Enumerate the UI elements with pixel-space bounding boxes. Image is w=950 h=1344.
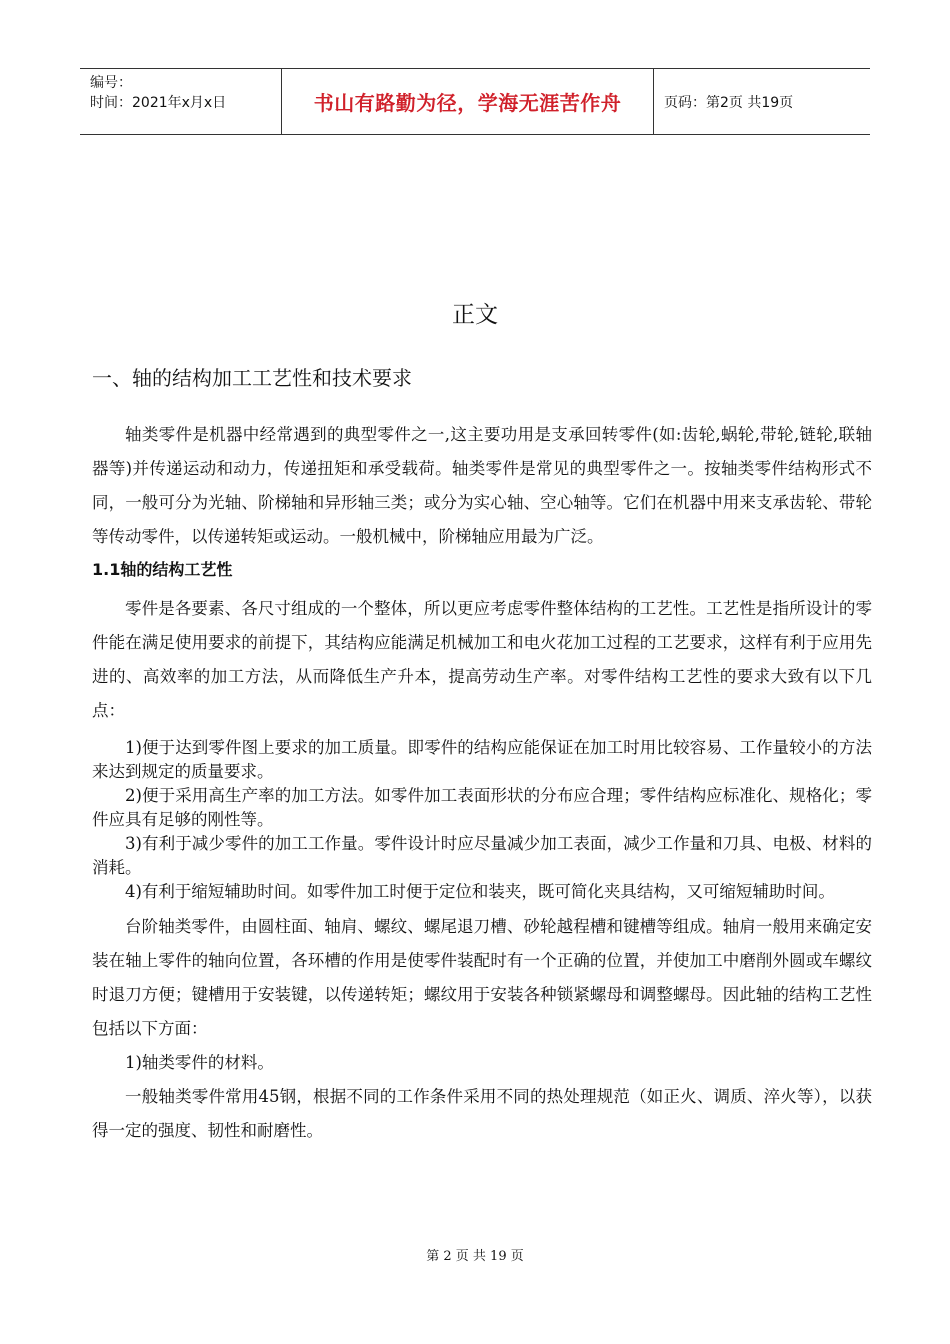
header-page-info: 页码：第2页 共19页 bbox=[664, 94, 794, 111]
header-motto: 书山有路勤为径，学海无涯苦作舟 bbox=[282, 69, 654, 134]
material-item: 1)轴类零件的材料。 bbox=[125, 1053, 274, 1072]
page-footer: 第 2 页 共 19 页 bbox=[426, 1249, 524, 1264]
list-item: 2)便于采用高生产率的加工方法。如零件加工表面形状的分布应合理；零件结构应标准化、规格化；零件应具有足够的刚性等。 bbox=[92, 786, 872, 829]
subsection-title: 1.1轴的结构工艺性 bbox=[92, 560, 233, 579]
list-item: 1)便于达到零件图上要求的加工质量。即零件的结构应能保证在加工时用比较容易、工作量较小的方法来达到规定的质量要求。 bbox=[92, 738, 872, 781]
section-title: 一、轴的结构加工工艺性和技术要求 bbox=[92, 366, 412, 390]
intro-paragraph: 轴类零件是机器中经常遇到的典型零件之一,这主要功用是支承回转零件(如:齿轮,蜗轮,带轮,链轮,联轴器等)并传递运动和动力，传递扭矩和承受载荷。轴类零件是常见的典型零件之一。按轴类零件结构形式不同，一般可分为光轴、阶梯轴和异形轴三类；或分为实心轴、空心轴等。它们在机器中用来支承齿轮、带轮等传动零件，以传递转矩或运动。一般机械中，阶梯轴应用最为广泛。 bbox=[92, 425, 872, 546]
process-paragraph: 零件是各要素、各尺寸组成的一个整体，所以更应考虑零件整体结构的工艺性。工艺性是指所设计的零件能在满足使用要求的前提下，其结构应能满足机械加工和电火花加工过程的工艺要求，这样有利于应用先进的、高效率的加工方法，从而降低生产升本，提高劳动生产率。对零件结构工艺性的要求大致有以下几点： bbox=[92, 599, 872, 720]
header-table bbox=[80, 68, 870, 135]
header-meta-cell bbox=[80, 69, 282, 134]
list-item: 3)有利于减少零件的加工工作量。零件设计时应尽量减少加工表面，减少工作量和刀具、电极、材料的消耗。 bbox=[92, 834, 872, 877]
material-paragraph: 一般轴类零件常用45钢，根据不同的工作条件采用不同的热处理规范（如正火、调质、淬火等），以获得一定的强度、韧性和耐磨性。 bbox=[92, 1087, 872, 1140]
date-label: 时间：2021年x月x日 bbox=[90, 95, 227, 111]
number-label: 编号： bbox=[90, 75, 132, 91]
main-title: 正文 bbox=[452, 302, 498, 328]
step-shaft-paragraph: 台阶轴类零件，由圆柱面、轴肩、螺纹、螺尾退刀槽、砂轮越程槽和键槽等组成。轴肩一般用来确定安装在轴上零件的轴向位置，各环槽的作用是使零件装配时有一个正确的位置，并使加工中磨削外圆或车螺纹时退刀方便；键槽用于安装键，以传递转矩；螺纹用于安装各种锁紧螺母和调整螺母。因此轴的结构工艺性包括以下方面： bbox=[92, 917, 872, 1038]
document-body bbox=[92, 418, 872, 1148]
list-item: 4)有利于缩短辅助时间。如零件加工时便于定位和装夹，既可简化夹具结构，又可缩短辅助时间。 bbox=[125, 882, 835, 901]
